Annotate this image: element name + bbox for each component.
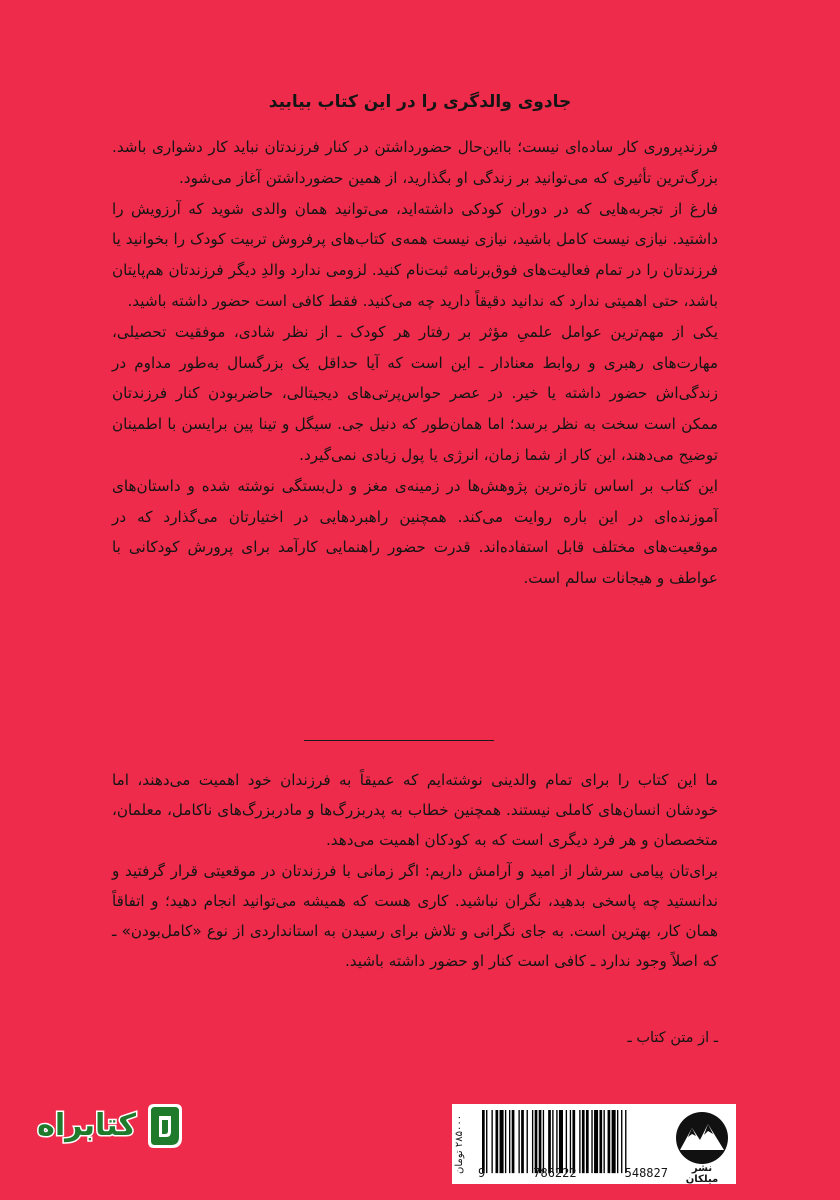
ketabrah-logo: [37, 1102, 184, 1152]
blurb-paragraph: این کتاب بر اساس تازه‌ترین پژوهش‌ها در زمینه‌ی مغز و دل‌بستگی نوشته شده و داستان‌های آموزنده‌ای در این باره روایت می‌کند. همچنین راهبردهایی در اختیارتان می‌گذارد که در موقعیت‌های مختلف قابل استفاده‌اند. قدرت حضور راهنمایی کارآمد برای پرورش کودکانی با عواطف و هیجانات سالم است.: [112, 476, 718, 588]
barcode-bar: [556, 1110, 557, 1173]
ketabrah-wordmark: کتابراه: [37, 1108, 136, 1143]
barcode-bar: [604, 1110, 605, 1173]
barcode-bar: [535, 1110, 538, 1173]
blurb-paragraph: یکی از مهم‌ترین عوامل علمیِ مؤثر بر رفتار هر کودک ـ از نظر شادی، موفقیت تحصیلی، مهارت‌های رهبری و روابط معنادار ـ این است که آیا حداقل یک بزرگسال به‌طور مداوم در زندگی‌اش حضور داشته یا خیر. در عصر حواس‌پرتی‌های دیجیتالی، حاضربودن کنار فرزندتان ممکن است سخت به نظر برسد؛ اما همان‌طور که دنیل جی. سیگل و تینا پین برایسن با اطمینان توضیح می‌دهند، این کار از شما زمان، انرژی یا پول زیادی نمی‌گیرد.: [112, 322, 718, 464]
barcode-bar: [594, 1110, 598, 1173]
isbn-prefix: 9: [478, 1166, 486, 1180]
book-excerpt: [112, 765, 718, 976]
excerpt-paragraph: ما این کتاب را برای تمام والدینی نوشته‌ایم که عمیقاً به فرزندان خود اهمیت می‌دهند، اما خودشان انسان‌های کاملی نیستند. همچنین خطاب به پدربزرگ‌ها و مادربزرگ‌های ناکامل، معلمان، متخصصان و هر فرد دیگری است که به کودکان اهمیت می‌دهد.: [112, 771, 718, 850]
barcode-bar: [512, 1110, 515, 1173]
barcode-bar: [509, 1110, 510, 1173]
barcode-bar: [559, 1110, 563, 1173]
excerpt-paragraph: برای‌تان پیامی سرشار از امید و آرامش داریم: اگر زمانی با فرزندتان در موقعیتی قرار گرفتید و ندانستید چه پاسخی بدهید، نگران نباشید. کاری هست که همیشه می‌توانید انجام دهید؛ و اتفاقاً همان کار، بهترین است. به جای نگرانی و تلاش برای رسیدن به استانداردی از نوع «کامل‌بودن» ـ که اصلاً وجود ندارد ـ کافی است کنار او حضور داشته باشید.: [112, 861, 718, 971]
barcode-bar: [521, 1110, 524, 1173]
barcode-bar: [617, 1110, 618, 1173]
blurb-paragraph: فرزندپروری کار ساده‌ای نیست؛ بااین‌حال حضورداشتن در کنار فرزندتان نباید کار دشواری باشد. بزرگ‌ترین تأثیری که می‌توانید بر زندگی او بگذارید، از همین حضورداشتن آغاز می‌شود.: [112, 138, 718, 187]
barcode-bar: [586, 1110, 589, 1173]
barcode-bar: [491, 1110, 492, 1173]
blurb-paragraph: فارغ از تجربه‌هایی که در دوران کودکی داشته‌اید، می‌توانید همان والدی شوید که آرزویش را داشتید. نیازی نیست کامل باشید، نیازی نیست همه‌ی کتاب‌های پرفروش تربیت کودک را بخوانید یا فرزندتان را در تمام فعالیت‌های فوق‌برنامه ثبت‌نام کنید. لزومی ندارد والدِ دیگر فرزندتان هم‌پایتان باشد، حتی اهمیتی ندارد که ندانید دقیقاً دارید چه می‌کنید. فقط کافی است حضور داشته باشید.: [112, 199, 718, 310]
isbn-group-right: 548827: [624, 1166, 668, 1180]
barcode-bar: [579, 1110, 580, 1173]
barcode-bar: [543, 1110, 544, 1173]
barcode-bar: [532, 1110, 533, 1173]
barcode-bar: [539, 1110, 542, 1173]
barcode-bar: [570, 1110, 571, 1173]
barcode-bar: [505, 1110, 506, 1173]
publisher-name: نشر میلکان: [685, 1163, 719, 1185]
cover-heading: جادوی والدگری را در این کتاب بیابید: [268, 92, 572, 112]
barcode-bar: [486, 1110, 487, 1173]
barcode-bar: [527, 1110, 528, 1173]
barcode-panel: [452, 1104, 736, 1184]
barcode-bar: [625, 1110, 626, 1173]
isbn-digits: [478, 1166, 668, 1180]
barcode-bar: [582, 1110, 585, 1173]
barcode-bar: [599, 1110, 602, 1173]
barcode-bar: [621, 1110, 622, 1173]
barcode-bar: [566, 1110, 567, 1173]
barcode-bar: [518, 1110, 519, 1173]
barcode-bar: [496, 1110, 499, 1173]
barcode-bar: [500, 1110, 504, 1173]
blurb-text: [112, 132, 718, 594]
excerpt-source: ـ از متن کتاب ـ: [627, 1030, 718, 1046]
barcode-bar: [608, 1110, 611, 1173]
barcode-bar: [552, 1110, 553, 1173]
price-label: ۲۸۵۰۰۰ تومان: [454, 1114, 465, 1174]
barcode-bar: [548, 1110, 551, 1173]
barcode-bar: [591, 1110, 592, 1173]
barcode-bar: [612, 1110, 616, 1173]
section-divider: [304, 740, 494, 741]
barcode-bar: [572, 1110, 575, 1173]
barcode-bar: [482, 1110, 485, 1173]
isbn-group-left: 786222: [533, 1166, 577, 1180]
ketabrah-book-icon: [142, 1102, 186, 1150]
